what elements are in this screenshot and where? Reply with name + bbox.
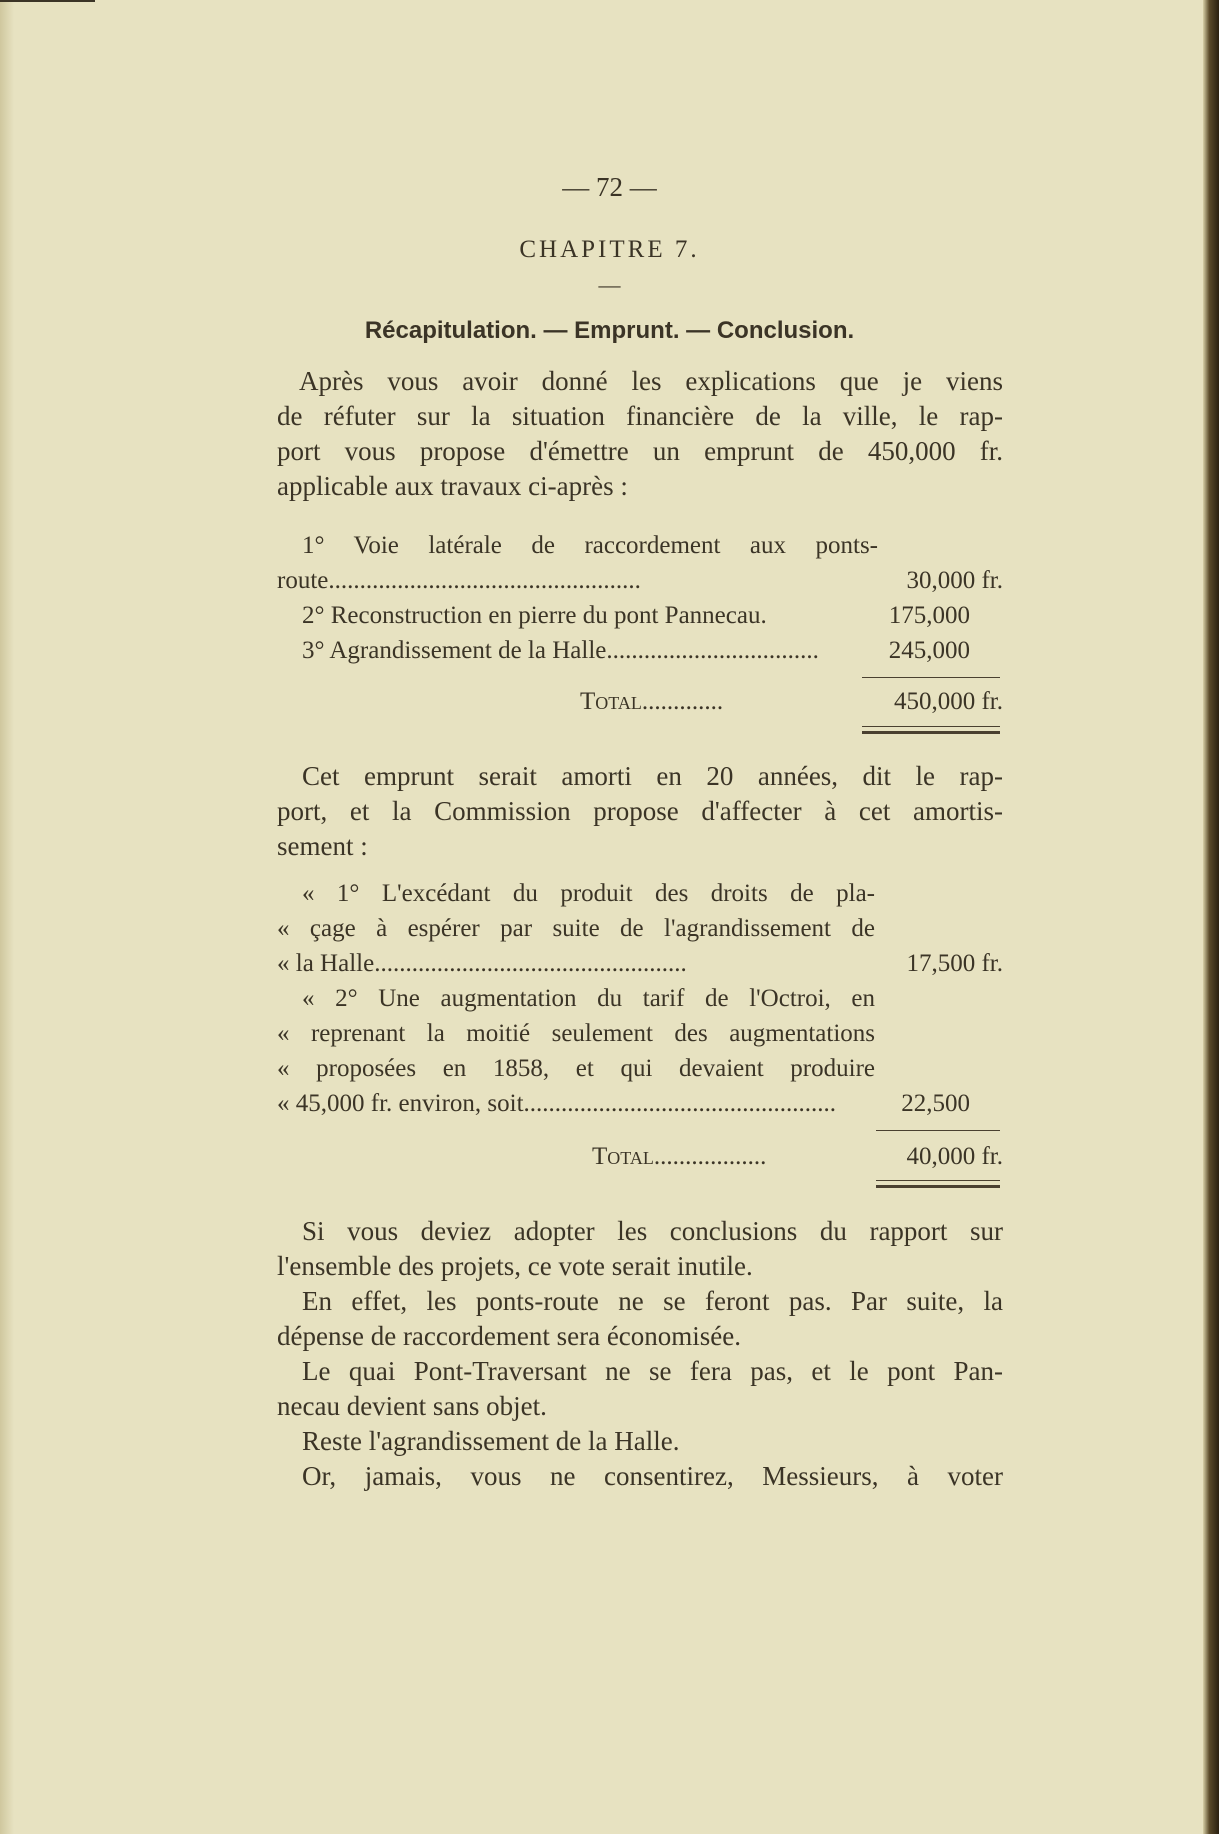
paragraph-line: necau devient sans objet.	[277, 1391, 547, 1421]
table-row	[277, 598, 1003, 633]
table-line: 1° Voie latérale de raccordement aux ponts-	[302, 532, 878, 559]
total-label: Total.............	[580, 688, 724, 715]
row-label: « 45,000 fr. environ, soit..................................................	[277, 1090, 837, 1117]
row-amount: 17,500 fr.	[906, 950, 1003, 977]
page-number: — 72 —	[562, 172, 657, 202]
row-label: 3° Agrandissement de la Halle..................................	[302, 637, 819, 664]
paragraph-line: sement :	[277, 831, 368, 861]
table-row	[277, 633, 1003, 668]
total-label: Total..................	[592, 1143, 767, 1170]
paragraph-line: Cet emprunt serait amorti en 20 années, dit le rap-	[302, 761, 1003, 791]
row-amount: 30,000 fr.	[906, 567, 1003, 594]
row-label: « la Halle..................................................	[277, 950, 687, 977]
paragraph-line: Si vous deviez adopter les conclusions du rapport sur	[302, 1216, 1003, 1246]
paragraph-line: applicable aux travaux ci-après :	[277, 471, 628, 501]
paragraph-line: En effet, les ponts-route ne se feront pas. Par suite, la	[302, 1286, 1003, 1316]
double-rule	[862, 726, 1000, 734]
quote-line: « çage à espérer par suite de l'agrandissement de	[277, 915, 875, 942]
paragraph-line: dépense de raccordement sera économisée.	[277, 1321, 742, 1351]
quote-line: « proposées en 1858, et qui devaient produire	[277, 1055, 875, 1082]
quote-line: « 2° Une augmentation du tarif de l'Octroi, en	[302, 985, 875, 1012]
row-amount: 175,000	[888, 602, 970, 629]
double-rule	[876, 1180, 1000, 1188]
table-row	[277, 563, 1003, 598]
total-amount: 450,000 fr.	[893, 688, 1003, 715]
paragraph-line: l'ensemble des projets, ce vote serait inutile.	[277, 1251, 753, 1281]
chapter-dash: —	[598, 272, 621, 297]
row-label: route..................................................	[277, 567, 641, 594]
paragraph-line: Le quai Pont-Traversant ne se fera pas, et le pont Pan-	[302, 1356, 1003, 1386]
section-heading: Récapitulation. — Emprunt. — Conclusion.	[364, 317, 855, 344]
row-amount: 245,000	[888, 637, 970, 664]
paragraph-line: Reste l'agrandissement de la Halle.	[302, 1426, 680, 1456]
paragraph-line: Après vous avoir donné les explications que je viens	[299, 366, 1003, 396]
quote-line: « 1° L'excédant du produit des droits de pla-	[302, 880, 875, 907]
scan-edge-line	[0, 0, 95, 2]
paragraph-line: Or, jamais, vous ne consentirez, Messieurs, à voter	[302, 1461, 1003, 1491]
table-row	[277, 1086, 1003, 1121]
sum-rule	[876, 1130, 1000, 1131]
table-row	[277, 946, 1003, 981]
paragraph-line: port vous propose d'émettre un emprunt de 450,000 fr.	[277, 436, 1003, 466]
total-row	[592, 1139, 1003, 1174]
chapter-title: CHAPITRE 7.	[519, 236, 700, 263]
quote-line: « reprenant la moitié seulement des augmentations	[277, 1020, 875, 1047]
sum-rule	[862, 677, 1000, 678]
total-row	[580, 684, 1003, 719]
row-label: 2° Reconstruction en pierre du pont Pannecau.	[302, 602, 767, 629]
paragraph-line: port, et la Commission propose d'affecter à cet amortis-	[277, 796, 1003, 826]
paragraph-line: de réfuter sur la situation financière de la ville, le rap-	[277, 401, 1003, 431]
row-amount: 22,500	[901, 1090, 970, 1117]
total-amount: 40,000 fr.	[906, 1143, 1003, 1170]
